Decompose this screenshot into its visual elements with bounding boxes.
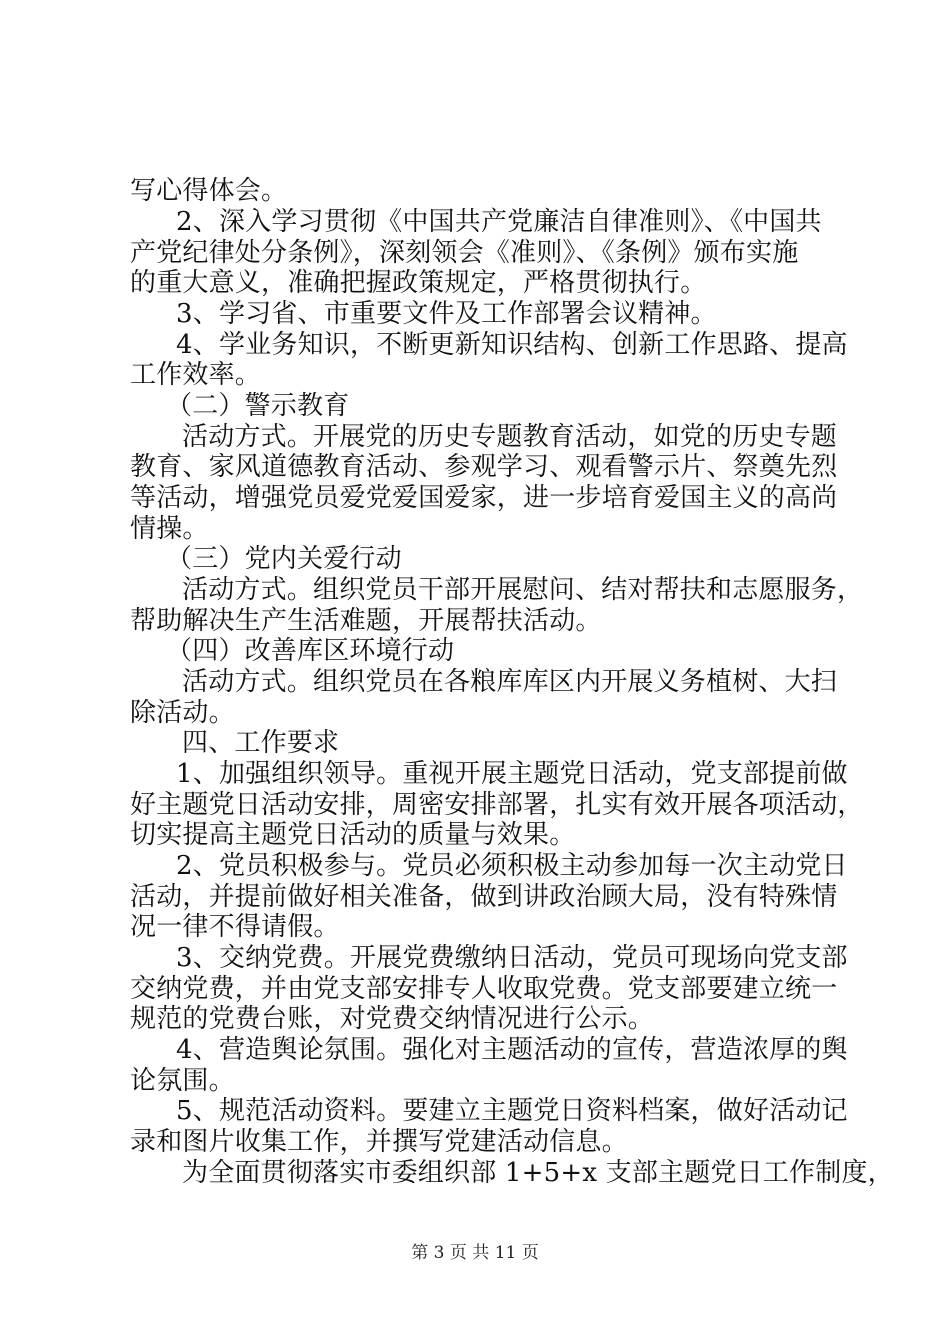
paragraph-line: 3、交纳党费。开展党费缴纳日活动，党员可现场向党支部 <box>176 943 848 973</box>
paragraph-line: 规范的党费台账，对党费交纳情况进行公示。 <box>130 1004 655 1034</box>
paragraph-line: 的重大意义，准确把握政策规定，严格贯彻执行。 <box>130 268 707 298</box>
paragraph-line: 教育、家风道德教育活动、参观学习、观看警示片、祭奠先烈 <box>130 452 838 482</box>
section-heading: （四）改善库区环境行动 <box>166 636 455 666</box>
paragraph-line: 除活动。 <box>130 698 235 728</box>
paragraph-line: 活动，并提前做好相关准备，做到讲政治顾大局，没有特殊情 <box>130 882 838 912</box>
section-heading: （三）党内关爱行动 <box>166 544 402 574</box>
paragraph-line: 录和图片收集工作，并撰写党建活动信息。 <box>130 1127 628 1157</box>
paragraph-line: 工作效率。 <box>130 360 262 390</box>
paragraph-line: 情操。 <box>130 514 209 544</box>
paragraph-line: 3、学习省、市重要文件及工作部署会议精神。 <box>176 299 717 329</box>
paragraph-line: 好主题党日活动安排，周密安排部署，扎实有效开展各项活动， <box>130 790 864 820</box>
paragraph-line: 写心得体会。 <box>130 176 288 206</box>
paragraph-line: 况一律不得请假。 <box>130 912 340 942</box>
paragraph-line: 帮助解决生产生活难题，开展帮扶活动。 <box>130 606 602 636</box>
paragraph-line: 活动方式。开展党的历史专题教育活动，如党的历史专题 <box>182 422 838 452</box>
paragraph-line: 交纳党费，并由党支部安排专人收取党费。党支部要建立统一 <box>130 974 838 1004</box>
paragraph-line: 论氛围。 <box>130 1066 235 1096</box>
paragraph-line: 2、党员积极参与。党员必须积极主动参加每一次主动党日 <box>176 851 848 881</box>
paragraph-line: 4、营造舆论氛围。强化对主题活动的宣传，营造浓厚的舆 <box>176 1035 848 1065</box>
paragraph-line: 5、规范活动资料。要建立主题党日资料档案，做好活动记 <box>176 1096 848 1126</box>
paragraph-line: 4、学业务知识，不断更新知识结构、创新工作思路、提高 <box>176 330 848 360</box>
paragraph-line: 为全面贯彻落实市委组织部 1+5+x 支部主题党日工作制度， <box>182 1158 894 1188</box>
paragraph-line: 切实提高主题党日活动的质量与效果。 <box>130 820 576 850</box>
paragraph-line: 1、加强组织领导。重视开展主题党日活动，党支部提前做 <box>176 759 848 789</box>
paragraph-line: 活动方式。组织党员干部开展慰问、结对帮扶和志愿服务， <box>182 575 864 605</box>
paragraph-line: 活动方式。组织党员在各粮库库区内开展义务植树、大扫 <box>182 667 838 697</box>
page-number-footer: 第 3 页 共 11 页 <box>411 1243 539 1263</box>
paragraph-line: 2、深入学习贯彻《中国共产党廉洁自律准则》、《中国共 <box>176 207 822 237</box>
paragraph-line: 产党纪律处分条例》，深刻领会《准则》、《条例》颁布实施 <box>130 238 799 268</box>
paragraph-line: 等活动，增强党员爱党爱国爱家，进一步培育爱国主义的高尚 <box>130 483 838 513</box>
section-heading: （二）警示教育 <box>166 391 350 421</box>
section-heading: 四、工作要求 <box>182 728 340 758</box>
